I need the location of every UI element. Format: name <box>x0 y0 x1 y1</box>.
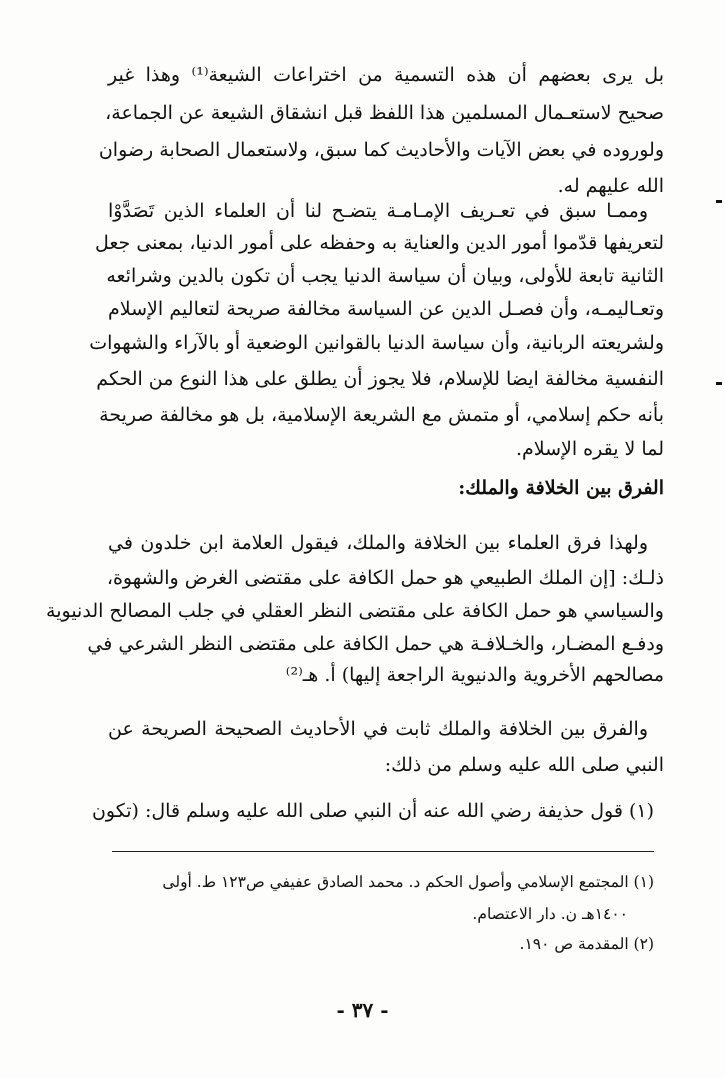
text-line: ودفـع المضـار، والخـلافـة هي حمل الكافة على مقتضى النظر الشرعي في <box>87 633 664 655</box>
text-line: لما لا يقره الإسلام. <box>515 438 664 460</box>
footnote: (٢) المقدمة ص ١٩٠. <box>519 935 654 953</box>
edge-mark <box>716 200 722 203</box>
text-line: ولشريعته الربانية، وأن سياسة الدنيا بالقوانين الوضعية أو بالآراء والشهوات <box>89 332 664 354</box>
text-line: الله عليهم له. <box>557 175 664 197</box>
text-line: بل يرى بعضهم أن هذه التسمية من اختراعات الشيعة⁽¹⁾ وهذا غير <box>108 64 664 86</box>
text-line: مصالحهم الأخروية والدنيوية الراجعة إليها) أ. هـ⁽²⁾ <box>285 664 664 686</box>
text-line: بأنه حكم إسلامي، أو متمش مع الشريعة الإسلامية، بل هو مخالفة صريحة <box>99 404 664 426</box>
text-line: ولوروده في بعض الآيات والأحاديث كما سبق، ولاستعمال الصحابة رضوان <box>98 139 664 161</box>
text-line: لتعريفها قدّموا أمور الدين والعناية به وحفظه على أمور الدنيا، بمعنى جعل <box>94 232 664 254</box>
page-number: - ٣٧ - <box>336 998 389 1022</box>
text-line: وممـا سبق في تعـريف الإمـامـة يتضـح لنا أن العلماء الذين تَصَدَّوْا <box>108 200 648 222</box>
footnote: ١٤٠٠هـ ن. دار الاعتصام. <box>472 905 628 923</box>
text-line: (١) قول حذيفة رضي الله عنه أن النبي صلى الله عليه وسلم قال: (تكون <box>91 800 654 822</box>
text-line: والسياسي هو حمل الكافة على مقتضى النظر العقلي في جلب المصالح الدنيوية <box>46 600 664 622</box>
text-line: ولهذا فرق العلماء بين الخلافة والملك، فيقول العلامة ابن خلدون في <box>108 532 648 554</box>
footnote: (١) المجتمع الإسلامي وأصول الحكم د. محمد الصادق عفيفي ص١٢٣ ط. أولى <box>162 873 654 891</box>
text-line: النبي صلى الله عليه وسلم من ذلك: <box>384 754 664 776</box>
text-line: ذلـك: [إن الملك الطبيعي هو حمل الكافة على مقتضى الغرض والشهوة، <box>106 567 664 589</box>
text-line: الثانية تابعة للأولى، وبيان أن سياسة الدنيا يجب أن تكون بالدين وشرائعه <box>106 265 664 287</box>
edge-mark <box>716 382 722 385</box>
section-heading: الفرق بين الخلافة والملك: <box>458 477 664 499</box>
text-line: والفرق بين الخلافة والملك ثابت في الأحاديث الصحيحة الصريحة عن <box>108 718 648 740</box>
text-line: النفسية مخالفة ايضا للإسلام، فلا يجوز أن يطلق على هذا النوع من الحكم <box>96 368 664 390</box>
text-line: صحيح لاستعـمال المسلمين هذا اللفظ قبل انشقاق الشيعة عن الجماعة، <box>105 102 664 124</box>
footnote-separator <box>112 851 654 852</box>
text-line: وتعـاليمـه، وأن فصـل الدين عن السياسة مخالفة صريحة لتعاليم الإسلام <box>108 298 664 320</box>
